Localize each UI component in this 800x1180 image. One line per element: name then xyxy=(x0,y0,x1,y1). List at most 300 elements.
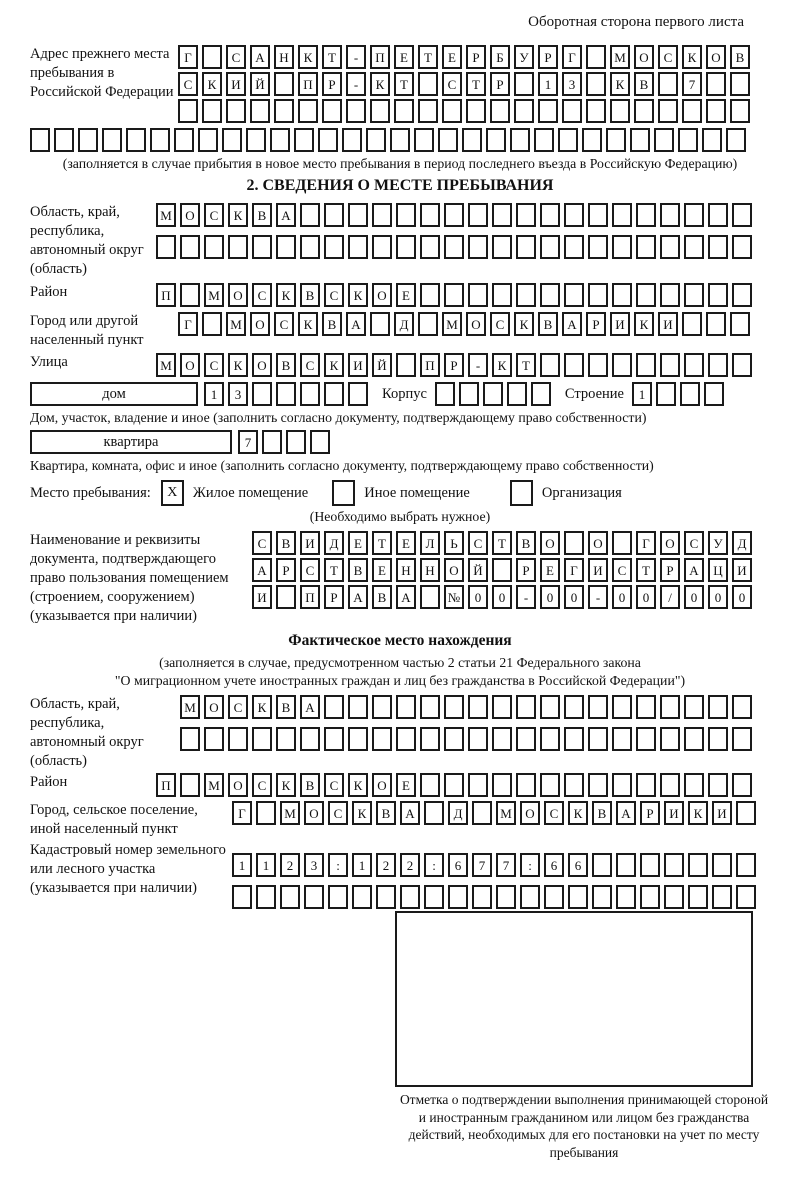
char-box[interactable] xyxy=(420,695,440,719)
char-box[interactable]: С xyxy=(328,801,348,825)
char-box[interactable]: С xyxy=(300,558,320,582)
char-box[interactable] xyxy=(468,283,488,307)
char-box[interactable]: С xyxy=(274,312,294,336)
char-box[interactable] xyxy=(420,203,440,227)
char-box[interactable] xyxy=(472,801,492,825)
char-box[interactable] xyxy=(435,382,455,406)
char-box[interactable]: И xyxy=(732,558,752,582)
char-box[interactable] xyxy=(180,773,200,797)
char-box[interactable] xyxy=(376,885,396,909)
char-box[interactable] xyxy=(732,727,752,751)
char-box[interactable] xyxy=(180,727,200,751)
char-box[interactable] xyxy=(492,695,512,719)
char-box[interactable]: М xyxy=(280,801,300,825)
char-box[interactable]: С xyxy=(300,353,320,377)
char-box[interactable]: О xyxy=(540,531,560,555)
char-box[interactable] xyxy=(616,885,636,909)
char-box[interactable]: М xyxy=(204,283,224,307)
char-box[interactable] xyxy=(256,801,276,825)
char-box[interactable] xyxy=(586,72,606,96)
char-box[interactable]: К xyxy=(202,72,222,96)
char-box[interactable]: К xyxy=(568,801,588,825)
char-box[interactable]: В xyxy=(592,801,612,825)
char-box[interactable]: К xyxy=(492,353,512,377)
char-box[interactable] xyxy=(702,128,722,152)
char-box[interactable] xyxy=(708,727,728,751)
char-box[interactable]: У xyxy=(708,531,728,555)
char-box[interactable] xyxy=(514,72,534,96)
char-box[interactable]: Е xyxy=(540,558,560,582)
char-box[interactable]: У xyxy=(514,45,534,69)
char-box[interactable] xyxy=(612,695,632,719)
char-box[interactable] xyxy=(682,312,702,336)
char-box[interactable]: 0 xyxy=(468,585,488,609)
char-box[interactable]: В xyxy=(322,312,342,336)
char-box[interactable] xyxy=(414,128,434,152)
char-box[interactable] xyxy=(516,773,536,797)
char-box[interactable]: 3 xyxy=(304,853,324,877)
char-box[interactable] xyxy=(342,128,362,152)
char-box[interactable] xyxy=(564,283,584,307)
char-box[interactable]: 0 xyxy=(732,585,752,609)
char-box[interactable] xyxy=(736,801,756,825)
char-box[interactable] xyxy=(730,99,750,123)
char-box[interactable] xyxy=(204,235,224,259)
char-box[interactable]: О xyxy=(444,558,464,582)
char-box[interactable]: 6 xyxy=(448,853,468,877)
char-box[interactable]: П xyxy=(298,72,318,96)
char-box[interactable] xyxy=(616,853,636,877)
char-box[interactable]: А xyxy=(300,695,320,719)
char-box[interactable] xyxy=(444,235,464,259)
char-box[interactable] xyxy=(612,727,632,751)
char-box[interactable] xyxy=(706,72,726,96)
char-box[interactable]: К xyxy=(610,72,630,96)
char-box[interactable]: 0 xyxy=(612,585,632,609)
char-box[interactable]: 1 xyxy=(232,853,252,877)
char-box[interactable] xyxy=(708,203,728,227)
char-box[interactable]: И xyxy=(300,531,320,555)
char-box[interactable]: Т xyxy=(394,72,414,96)
char-box[interactable]: К xyxy=(348,283,368,307)
char-box[interactable] xyxy=(516,695,536,719)
stay-type-checkbox-other[interactable] xyxy=(332,480,355,506)
char-box[interactable]: Г xyxy=(178,312,198,336)
char-box[interactable] xyxy=(438,128,458,152)
char-box[interactable] xyxy=(492,203,512,227)
char-box[interactable]: А xyxy=(348,585,368,609)
char-box[interactable] xyxy=(490,99,510,123)
char-box[interactable] xyxy=(420,585,440,609)
char-box[interactable]: В xyxy=(300,283,320,307)
char-box[interactable]: : xyxy=(520,853,540,877)
char-box[interactable] xyxy=(424,801,444,825)
char-box[interactable] xyxy=(156,235,176,259)
char-box[interactable] xyxy=(396,353,416,377)
char-box[interactable] xyxy=(348,382,368,406)
char-box[interactable]: К xyxy=(352,801,372,825)
char-box[interactable] xyxy=(226,99,246,123)
char-box[interactable] xyxy=(256,885,276,909)
char-box[interactable]: И xyxy=(252,585,272,609)
char-box[interactable] xyxy=(634,99,654,123)
char-box[interactable]: С xyxy=(324,283,344,307)
char-box[interactable] xyxy=(516,727,536,751)
char-box[interactable] xyxy=(180,235,200,259)
char-box[interactable] xyxy=(636,773,656,797)
char-box[interactable]: К xyxy=(298,312,318,336)
char-box[interactable] xyxy=(400,885,420,909)
char-box[interactable] xyxy=(680,382,700,406)
char-box[interactable] xyxy=(496,885,516,909)
char-box[interactable] xyxy=(30,128,50,152)
char-box[interactable] xyxy=(444,727,464,751)
char-box[interactable]: Р xyxy=(490,72,510,96)
char-box[interactable]: К xyxy=(514,312,534,336)
char-box[interactable] xyxy=(688,853,708,877)
char-box[interactable]: 7 xyxy=(682,72,702,96)
char-box[interactable]: - xyxy=(346,72,366,96)
char-box[interactable] xyxy=(660,727,680,751)
char-box[interactable]: 2 xyxy=(400,853,420,877)
char-box[interactable]: В xyxy=(348,558,368,582)
char-box[interactable] xyxy=(588,727,608,751)
char-box[interactable]: 0 xyxy=(564,585,584,609)
char-box[interactable]: А xyxy=(396,585,416,609)
char-box[interactable] xyxy=(310,430,330,454)
char-box[interactable] xyxy=(564,727,584,751)
char-box[interactable] xyxy=(352,885,372,909)
char-box[interactable]: 6 xyxy=(568,853,588,877)
char-box[interactable] xyxy=(588,773,608,797)
char-box[interactable] xyxy=(318,128,338,152)
char-box[interactable]: / xyxy=(660,585,680,609)
char-box[interactable] xyxy=(708,353,728,377)
char-box[interactable]: К xyxy=(228,353,248,377)
char-box[interactable] xyxy=(730,312,750,336)
char-box[interactable] xyxy=(564,531,584,555)
char-box[interactable] xyxy=(126,128,146,152)
char-box[interactable]: Д xyxy=(448,801,468,825)
char-box[interactable] xyxy=(396,695,416,719)
char-box[interactable] xyxy=(706,99,726,123)
char-box[interactable] xyxy=(324,235,344,259)
char-box[interactable] xyxy=(180,283,200,307)
char-box[interactable] xyxy=(486,128,506,152)
char-box[interactable] xyxy=(198,128,218,152)
char-box[interactable]: Е xyxy=(396,283,416,307)
char-box[interactable] xyxy=(444,695,464,719)
char-box[interactable]: В xyxy=(252,203,272,227)
char-box[interactable] xyxy=(592,853,612,877)
char-box[interactable]: А xyxy=(684,558,704,582)
stay-type-checkbox-organization[interactable] xyxy=(510,480,533,506)
char-box[interactable] xyxy=(516,235,536,259)
char-box[interactable]: Т xyxy=(636,558,656,582)
char-box[interactable] xyxy=(324,382,344,406)
char-box[interactable]: К xyxy=(298,45,318,69)
char-box[interactable]: А xyxy=(562,312,582,336)
char-box[interactable]: М xyxy=(156,353,176,377)
char-box[interactable] xyxy=(564,695,584,719)
char-box[interactable] xyxy=(372,727,392,751)
char-box[interactable]: Ь xyxy=(444,531,464,555)
char-box[interactable] xyxy=(250,99,270,123)
char-box[interactable] xyxy=(732,235,752,259)
char-box[interactable] xyxy=(612,283,632,307)
char-box[interactable] xyxy=(276,235,296,259)
char-box[interactable] xyxy=(520,885,540,909)
char-box[interactable] xyxy=(300,203,320,227)
char-box[interactable]: К xyxy=(348,773,368,797)
char-box[interactable] xyxy=(252,727,272,751)
char-box[interactable] xyxy=(252,235,272,259)
char-box[interactable]: 7 xyxy=(496,853,516,877)
char-box[interactable] xyxy=(246,128,266,152)
char-box[interactable] xyxy=(636,727,656,751)
char-box[interactable]: 2 xyxy=(280,853,300,877)
char-box[interactable]: К xyxy=(276,773,296,797)
char-box[interactable]: В xyxy=(300,773,320,797)
char-box[interactable] xyxy=(678,128,698,152)
char-box[interactable]: С xyxy=(468,531,488,555)
char-box[interactable]: И xyxy=(348,353,368,377)
char-box[interactable] xyxy=(564,773,584,797)
char-box[interactable] xyxy=(462,128,482,152)
char-box[interactable]: Т xyxy=(372,531,392,555)
char-box[interactable] xyxy=(228,235,248,259)
char-box[interactable] xyxy=(322,99,342,123)
char-box[interactable] xyxy=(420,773,440,797)
char-box[interactable] xyxy=(348,727,368,751)
char-box[interactable] xyxy=(424,885,444,909)
char-box[interactable] xyxy=(228,727,248,751)
char-box[interactable]: 7 xyxy=(472,853,492,877)
char-box[interactable]: Р xyxy=(444,353,464,377)
char-box[interactable] xyxy=(328,885,348,909)
char-box[interactable] xyxy=(564,353,584,377)
char-box[interactable] xyxy=(418,72,438,96)
char-box[interactable]: - xyxy=(516,585,536,609)
char-box[interactable] xyxy=(708,695,728,719)
char-box[interactable] xyxy=(492,727,512,751)
char-box[interactable]: Г xyxy=(636,531,656,555)
char-box[interactable]: 3 xyxy=(562,72,582,96)
char-box[interactable] xyxy=(544,885,564,909)
char-box[interactable] xyxy=(468,203,488,227)
char-box[interactable]: 0 xyxy=(708,585,728,609)
char-box[interactable]: В xyxy=(634,72,654,96)
char-box[interactable]: Т xyxy=(492,531,512,555)
char-box[interactable] xyxy=(558,128,578,152)
char-box[interactable] xyxy=(732,773,752,797)
char-box[interactable] xyxy=(346,99,366,123)
char-box[interactable] xyxy=(636,695,656,719)
char-box[interactable] xyxy=(540,235,560,259)
char-box[interactable] xyxy=(564,203,584,227)
char-box[interactable]: Г xyxy=(178,45,198,69)
char-box[interactable] xyxy=(348,235,368,259)
char-box[interactable] xyxy=(660,353,680,377)
char-box[interactable] xyxy=(442,99,462,123)
char-box[interactable] xyxy=(606,128,626,152)
char-box[interactable]: С xyxy=(178,72,198,96)
char-box[interactable] xyxy=(654,128,674,152)
char-box[interactable] xyxy=(660,773,680,797)
char-box[interactable]: С xyxy=(252,773,272,797)
char-box[interactable]: Д xyxy=(732,531,752,555)
char-box[interactable]: В xyxy=(516,531,536,555)
char-box[interactable] xyxy=(102,128,122,152)
char-box[interactable] xyxy=(660,235,680,259)
char-box[interactable] xyxy=(708,235,728,259)
char-box[interactable]: Р xyxy=(516,558,536,582)
char-box[interactable]: - xyxy=(468,353,488,377)
char-box[interactable] xyxy=(592,885,612,909)
char-box[interactable] xyxy=(704,382,724,406)
char-box[interactable]: О xyxy=(228,283,248,307)
char-box[interactable] xyxy=(684,727,704,751)
char-box[interactable]: В xyxy=(276,695,296,719)
char-box[interactable]: О xyxy=(520,801,540,825)
char-box[interactable]: А xyxy=(400,801,420,825)
char-box[interactable]: О xyxy=(252,353,272,377)
char-box[interactable]: Р xyxy=(660,558,680,582)
char-box[interactable] xyxy=(732,283,752,307)
char-box[interactable]: Е xyxy=(394,45,414,69)
char-box[interactable] xyxy=(348,203,368,227)
char-box[interactable] xyxy=(684,695,704,719)
char-box[interactable] xyxy=(540,773,560,797)
char-box[interactable] xyxy=(348,695,368,719)
char-box[interactable]: М xyxy=(156,203,176,227)
char-box[interactable] xyxy=(656,382,676,406)
char-box[interactable]: К xyxy=(276,283,296,307)
char-box[interactable] xyxy=(538,99,558,123)
char-box[interactable]: Г xyxy=(564,558,584,582)
char-box[interactable]: 1 xyxy=(204,382,224,406)
char-box[interactable] xyxy=(366,128,386,152)
char-box[interactable]: И xyxy=(712,801,732,825)
char-box[interactable]: А xyxy=(250,45,270,69)
char-box[interactable] xyxy=(684,283,704,307)
char-box[interactable] xyxy=(78,128,98,152)
char-box[interactable]: С xyxy=(658,45,678,69)
char-box[interactable]: Н xyxy=(420,558,440,582)
char-box[interactable] xyxy=(390,128,410,152)
char-box[interactable] xyxy=(300,235,320,259)
char-box[interactable] xyxy=(174,128,194,152)
char-box[interactable] xyxy=(492,558,512,582)
char-box[interactable]: Р xyxy=(324,585,344,609)
char-box[interactable]: К xyxy=(228,203,248,227)
char-box[interactable]: 0 xyxy=(540,585,560,609)
char-box[interactable]: Р xyxy=(322,72,342,96)
char-box[interactable] xyxy=(684,773,704,797)
char-box[interactable]: С xyxy=(442,72,462,96)
char-box[interactable]: П xyxy=(156,773,176,797)
char-box[interactable] xyxy=(588,203,608,227)
char-box[interactable] xyxy=(582,128,602,152)
char-box[interactable] xyxy=(420,235,440,259)
char-box[interactable]: И xyxy=(610,312,630,336)
char-box[interactable] xyxy=(540,353,560,377)
char-box[interactable] xyxy=(736,853,756,877)
char-box[interactable] xyxy=(262,430,282,454)
char-box[interactable]: С xyxy=(228,695,248,719)
char-box[interactable] xyxy=(300,382,320,406)
char-box[interactable]: Е xyxy=(396,773,416,797)
char-box[interactable] xyxy=(636,353,656,377)
char-box[interactable]: В xyxy=(538,312,558,336)
char-box[interactable]: О xyxy=(180,353,200,377)
char-box[interactable] xyxy=(612,531,632,555)
char-box[interactable]: С xyxy=(226,45,246,69)
char-box[interactable] xyxy=(396,727,416,751)
char-box[interactable] xyxy=(516,283,536,307)
char-box[interactable]: С xyxy=(252,531,272,555)
char-box[interactable]: С xyxy=(490,312,510,336)
char-box[interactable] xyxy=(448,885,468,909)
char-box[interactable]: С xyxy=(324,773,344,797)
char-box[interactable]: 0 xyxy=(684,585,704,609)
char-box[interactable] xyxy=(736,885,756,909)
char-box[interactable]: Й xyxy=(250,72,270,96)
char-box[interactable] xyxy=(636,203,656,227)
char-box[interactable]: 0 xyxy=(636,585,656,609)
char-box[interactable]: 3 xyxy=(228,382,248,406)
char-box[interactable]: К xyxy=(634,312,654,336)
char-box[interactable]: № xyxy=(444,585,464,609)
char-box[interactable]: О xyxy=(304,801,324,825)
char-box[interactable] xyxy=(636,283,656,307)
char-box[interactable] xyxy=(324,695,344,719)
char-box[interactable] xyxy=(588,695,608,719)
char-box[interactable]: М xyxy=(226,312,246,336)
char-box[interactable]: Р xyxy=(586,312,606,336)
char-box[interactable] xyxy=(396,203,416,227)
char-box[interactable] xyxy=(370,99,390,123)
char-box[interactable] xyxy=(612,773,632,797)
char-box[interactable] xyxy=(534,128,554,152)
char-box[interactable] xyxy=(636,235,656,259)
char-box[interactable] xyxy=(492,773,512,797)
char-box[interactable] xyxy=(492,283,512,307)
char-box[interactable]: В xyxy=(276,531,296,555)
char-box[interactable]: Т xyxy=(324,558,344,582)
char-box[interactable] xyxy=(276,585,296,609)
char-box[interactable]: Й xyxy=(468,558,488,582)
char-box[interactable]: 0 xyxy=(492,585,512,609)
char-box[interactable] xyxy=(564,235,584,259)
char-box[interactable] xyxy=(684,353,704,377)
char-box[interactable] xyxy=(660,283,680,307)
char-box[interactable]: Д xyxy=(324,531,344,555)
char-box[interactable] xyxy=(510,128,530,152)
char-box[interactable] xyxy=(420,283,440,307)
char-box[interactable]: И xyxy=(588,558,608,582)
char-box[interactable]: С xyxy=(612,558,632,582)
char-box[interactable] xyxy=(324,203,344,227)
char-box[interactable] xyxy=(612,353,632,377)
char-box[interactable]: В xyxy=(730,45,750,69)
char-box[interactable] xyxy=(531,382,551,406)
char-box[interactable] xyxy=(418,312,438,336)
char-box[interactable] xyxy=(54,128,74,152)
char-box[interactable]: Д xyxy=(394,312,414,336)
char-box[interactable] xyxy=(370,312,390,336)
char-box[interactable]: К xyxy=(252,695,272,719)
